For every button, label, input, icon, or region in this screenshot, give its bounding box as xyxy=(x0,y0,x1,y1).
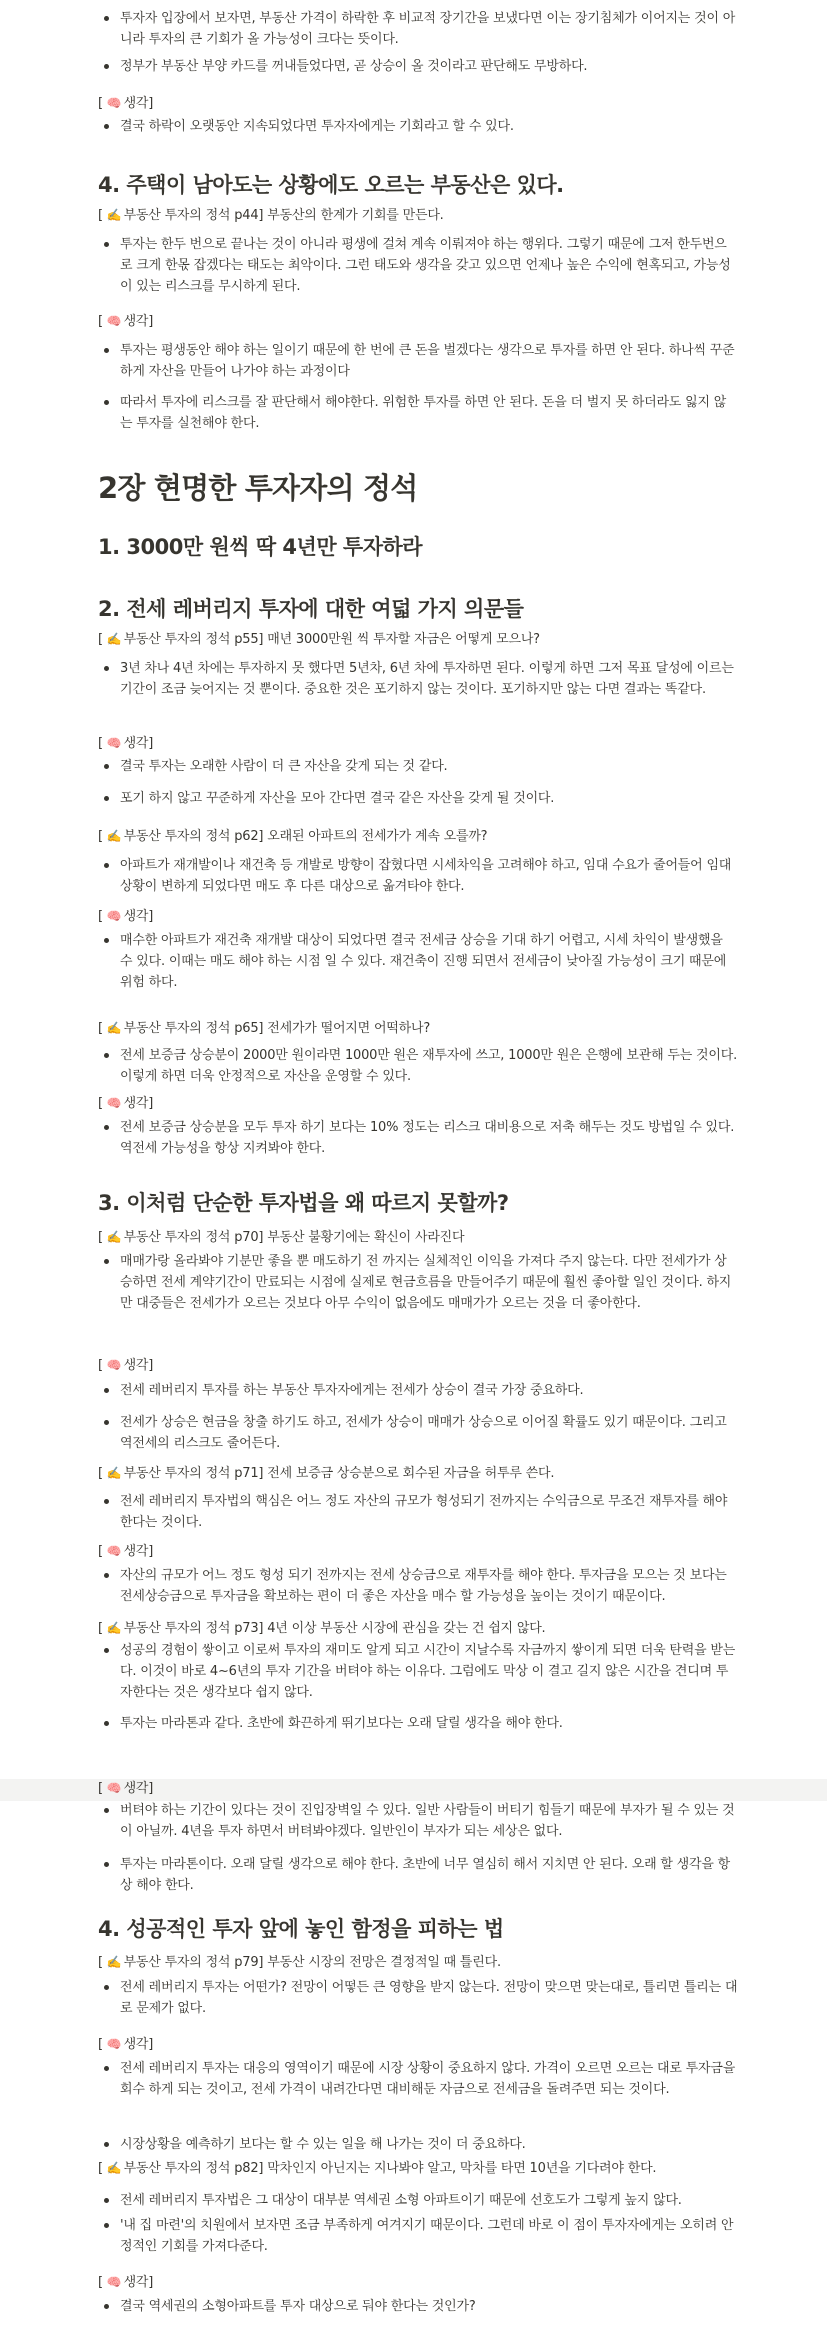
bullet-item: 3년 차나 4년 차에는 투자하지 못 했다면 5년차, 6년 차에 투자하면 된다. 이렇게 하면 그저 목표 달성에 이르는 기간이 조금 늦어지는 것 뿐이다. 중요한 것은 포기하지 않는 것이다. 포기하지만 않는 다면 결과는 똑같다. xyxy=(120,658,738,700)
brain-icon: 🧠 xyxy=(106,1781,122,1795)
bullet-item: 매매가랑 올라봐야 기분만 좋을 뿐 매도하기 전 까지는 실체적인 이익을 가져다 주지 않는다. 다만 전세가가 상승하면 전세 계약기간이 만료되는 시점에 실제로 현금흐름을 만들어주기 때문에 훨씬 좋아할 일인 것이다. 하지만 대중들은 전세가가 오르는 것보다 아무 수익이 없음에도 매매가가 오르는 것을 더 좋아한다. xyxy=(120,1251,738,1314)
bullet-item: 포기 하지 않고 꾸준하게 자산을 모아 간다면 결국 같은 자산을 갖게 될 것이다. xyxy=(120,788,738,809)
writing-hand-icon: ✍️ xyxy=(106,829,122,843)
callout-text: 생각] xyxy=(123,96,154,111)
writing-hand-icon: ✍️ xyxy=(106,2161,122,2175)
bullet-item: 시장상황을 예측하기 보다는 할 수 있는 일을 해 나가는 것이 더 중요하다. xyxy=(120,2134,738,2155)
callout-bracket: [ xyxy=(98,1230,107,1245)
callout-bracket: [ xyxy=(98,1021,107,1036)
brain-icon: 🧠 xyxy=(106,2037,122,2051)
callout-bracket: [ xyxy=(98,1466,107,1481)
bullet-item: 전세 레버리지 투자를 하는 부동산 투자자에게는 전세가 상승이 결국 가장 중요하다. xyxy=(120,1380,738,1401)
callout-line xyxy=(98,205,738,226)
callout-text: 부동산 투자의 정석 p44] 부동산의 한계가 기회를 만든다. xyxy=(123,208,444,223)
writing-hand-icon: ✍️ xyxy=(106,1955,122,1969)
callout-bracket: [ xyxy=(98,829,107,844)
callout-line xyxy=(98,93,738,114)
callout-line xyxy=(98,1227,738,1248)
callout-text: 생각] xyxy=(123,2037,154,2052)
callout-line xyxy=(98,1541,738,1562)
callout-text: 생각] xyxy=(123,2275,154,2290)
callout-bracket: [ xyxy=(98,314,107,329)
bullet-item: 투자는 마라톤이다. 오래 달릴 생각으로 해야 한다. 초반에 너무 열심히 해서 지치면 안 된다. 오래 할 생각을 항상 해야 한다. xyxy=(120,1854,738,1896)
brain-icon: 🧠 xyxy=(106,1544,122,1558)
section-heading: 2. 전세 레버리지 투자에 대한 여덟 가지 의문들 xyxy=(98,597,524,621)
brain-icon: 🧠 xyxy=(106,314,122,328)
callout-line xyxy=(98,1618,738,1639)
callout-line xyxy=(98,1355,738,1376)
callout-bracket: [ xyxy=(98,96,107,111)
brain-icon: 🧠 xyxy=(106,736,122,750)
writing-hand-icon: ✍️ xyxy=(106,1466,122,1480)
callout-line xyxy=(98,733,738,754)
callout-bracket: [ xyxy=(98,1358,107,1373)
callout-line xyxy=(98,629,738,650)
callout-line xyxy=(98,311,738,332)
callout-bracket: [ xyxy=(98,1955,107,1970)
callout-text: 부동산 투자의 정석 p79] 부동산 시장의 전망은 결정적일 때 틀린다. xyxy=(123,1955,501,1970)
callout-text: 부동산 투자의 정석 p73] 4년 이상 부동산 시장에 관심을 갖는 건 쉽지 않다. xyxy=(123,1621,546,1636)
callout-bracket: [ xyxy=(98,1096,107,1111)
bullet-item: 아파트가 재개발이나 재건축 등 개발로 방향이 잡혔다면 시세차익을 고려해야 하고, 임대 수요가 줄어들어 임대 상황이 변하게 되었다면 매도 후 다른 대상으로 옮겨타야 한다. xyxy=(120,855,738,897)
callout-line xyxy=(98,2034,738,2055)
callout-bracket: [ xyxy=(98,1621,107,1636)
callout-bracket: [ xyxy=(98,2275,107,2290)
brain-icon: 🧠 xyxy=(106,2275,122,2289)
bullet-item: 결국 투자는 오래한 사람이 더 큰 자산을 갖게 되는 것 같다. xyxy=(120,756,738,777)
callout-bracket: [ xyxy=(98,1781,107,1796)
chapter-heading: 2장 현명한 투자자의 정석 xyxy=(98,471,418,505)
bullet-item: 전세 레버리지 투자법은 그 대상이 대부분 역세권 소형 아파트이기 때문에 선호도가 그렇게 높지 않다. xyxy=(120,2190,738,2211)
brain-icon: 🧠 xyxy=(106,96,122,110)
callout-line xyxy=(98,1093,738,1114)
bullet-item: 투자는 평생동안 해야 하는 일이기 때문에 한 번에 큰 돈을 벌겠다는 생각으로 투자를 하면 안 된다. 하나씩 꾸준하게 자산을 만들어 나가야 하는 과정이다 xyxy=(120,340,738,382)
bullet-item: '내 집 마련'의 치원에서 보자면 조금 부족하게 여겨지기 때문이다. 그런데 바로 이 점이 투자자에게는 오히려 안정적인 기회를 가져다준다. xyxy=(120,2215,738,2257)
bullet-item: 자산의 규모가 어느 정도 형성 되기 전까지는 전세 상승금으로 재투자를 해야 한다. 투자금을 모으는 것 보다는 전세상승금으로 투자금을 확보하는 편이 더 좋은 자산을 매수 할 가능성을 높이는 것이기 때문이다. xyxy=(120,1565,738,1607)
callout-text: 부동산 투자의 정석 p82] 막차인지 아닌지는 지나봐야 알고, 막차를 타면 10년을 기다려야 한다. xyxy=(123,2161,657,2176)
bullet-item: 전세 레버리지 투자법의 핵심은 어느 정도 자산의 규모가 형성되기 전까지는 수익금으로 무조건 재투자를 해야 한다는 것이다. xyxy=(120,1491,738,1533)
section-heading: 3. 이처럼 단순한 투자법을 왜 따르지 못할까? xyxy=(98,1191,509,1215)
callout-bracket: [ xyxy=(98,1544,107,1559)
callout-bracket: [ xyxy=(98,208,107,223)
callout-text: 생각] xyxy=(123,1096,154,1111)
section-heading: 4. 주택이 남아도는 상황에도 오르는 부동산은 있다. xyxy=(98,173,564,197)
bullet-item: 전세 레버리지 투자는 어떤가? 전망이 어떻든 큰 영향을 받지 않는다. 전망이 맞으면 맞는대로, 틀리면 틀리는 대로 문제가 없다. xyxy=(120,1977,738,2019)
bullet-item: 결국 하락이 오랫동안 지속되었다면 투자자에게는 기회라고 할 수 있다. xyxy=(120,116,738,137)
bullet-item: 따라서 투자에 리스크를 잘 판단해서 해야한다. 위험한 투자를 하면 안 된다. 돈을 더 벌지 못 하더라도 잃지 않는 투자를 실천해야 한다. xyxy=(120,392,738,434)
callout-line xyxy=(98,2272,738,2293)
bullet-item: 투자자 입장에서 보자면, 부동산 가격이 하락한 후 비교적 장기간을 보냈다면 이는 장기침체가 이어지는 것이 아니라 투자의 큰 기회가 올 가능성이 크다는 뜻이다. xyxy=(120,8,738,50)
callout-text: 부동산 투자의 정석 p70] 부동산 불황기에는 확신이 사라진다 xyxy=(123,1230,465,1245)
callout-bracket: [ xyxy=(98,632,107,647)
bullet-item: 투자는 한두 번으로 끝나는 것이 아니라 평생에 걸쳐 계속 이뤄져야 하는 행위다. 그렇기 때문에 그저 한두번으로 크게 한몫 잡겠다는 태도는 최악이다. 그런 태도와 생각을 갖고 있으면 언제나 높은 수익에 현혹되고, 가능성이 있는 리스크를 무시하게 된다. xyxy=(120,234,738,297)
callout-line xyxy=(98,2158,738,2179)
callout-line xyxy=(98,1952,738,1973)
callout-bracket: [ xyxy=(98,2037,107,2052)
bullet-item: 투자는 마라톤과 같다. 초반에 화끈하게 뛰기보다는 오래 달릴 생각을 해야 한다. xyxy=(120,1713,738,1734)
brain-icon: 🧠 xyxy=(106,1358,122,1372)
bullet-item: 결국 역세권의 소형아파트를 투자 대상으로 둬야 한다는 것인가? xyxy=(120,2296,738,2317)
callout-bracket: [ xyxy=(98,2161,107,2176)
callout-text: 부동산 투자의 정석 p65] 전세가가 떨어지면 어떡하나? xyxy=(123,1021,431,1036)
callout-line xyxy=(98,906,738,927)
section-heading: 4. 성공적인 투자 앞에 놓인 함정을 피하는 법 xyxy=(98,1917,504,1941)
bullet-item: 전세 보증금 상승분이 2000만 원이라면 1000만 원은 재투자에 쓰고, 1000만 원은 은행에 보관해 두는 것이다. 이렇게 하면 더욱 안정적으로 자산을 운영할 수 있다. xyxy=(120,1045,738,1087)
bullet-item: 전세 레버리지 투자는 대응의 영역이기 때문에 시장 상황이 중요하지 않다. 가격이 오르면 오르는 대로 투자금을 회수 하게 되는 것이고, 전세 가격이 내려간다면 대비해둔 자금으로 전세금을 돌려주면 되는 것이다. xyxy=(120,2058,738,2100)
bullet-item: 정부가 부동산 부양 카드를 꺼내들었다면, 곧 상승이 올 것이라고 판단해도 무방하다. xyxy=(120,56,738,77)
callout-line xyxy=(98,1018,738,1039)
bullet-item: 매수한 아파트가 재건축 재개발 대상이 되었다면 결국 전세금 상승을 기대 하기 어렵고, 시세 차익이 발생했을 수 있다. 이때는 매도 해야 하는 시점 일 수 있다. 재건축이 진행 되면서 전세금이 낮아질 가능성이 크기 때문에 위험 하다. xyxy=(120,930,738,993)
section-heading: 1. 3000만 원씩 딱 4년만 투자하라 xyxy=(98,535,423,559)
callout-text: 생각] xyxy=(123,736,154,751)
callout-text: 생각] xyxy=(123,1544,154,1559)
callout-text: 생각] xyxy=(123,1781,154,1796)
callout-text: 부동산 투자의 정석 p71] 전세 보증금 상승분으로 회수된 자금을 허투루 쓴다. xyxy=(123,1466,555,1481)
bullet-item: 성공의 경험이 쌓이고 이로써 투자의 재미도 알게 되고 시간이 지날수록 자금까지 쌓이게 되면 더욱 탄력을 받는다. 이것이 바로 4~6년의 투자 기간을 버텨야 하는 이유다. 그럼에도 막상 이 결고 길지 않은 시간을 견디며 투자한다는 것은 생각보다 쉽지 않다. xyxy=(120,1640,738,1703)
writing-hand-icon: ✍️ xyxy=(106,1621,122,1635)
bullet-item: 버텨야 하는 기간이 있다는 것이 진입장벽일 수 있다. 일반 사람들이 버티기 힘들기 때문에 부자가 될 수 있는 것이 아닐까. 4년을 투자 하면서 버텨봐야겠다. 일반인이 부자가 되는 세상은 없다. xyxy=(120,1800,738,1842)
callout-line xyxy=(98,1778,738,1799)
callout-bracket: [ xyxy=(98,909,107,924)
callout-line xyxy=(98,1463,738,1484)
callout-text: 생각] xyxy=(123,314,154,329)
callout-bracket: [ xyxy=(98,736,107,751)
callout-text: 부동산 투자의 정석 p55] 매년 3000만원 씩 투자할 자금은 어떻게 모으나? xyxy=(123,632,540,647)
callout-text: 부동산 투자의 정석 p62] 오래된 아파트의 전세가가 계속 오를까? xyxy=(123,829,488,844)
callout-text: 생각] xyxy=(123,909,154,924)
bullet-item: 전세 보증금 상승분을 모두 투자 하기 보다는 10% 정도는 리스크 대비용으로 저축 해두는 것도 방법일 수 있다. 역전세 가능성을 항상 지켜봐야 한다. xyxy=(120,1117,738,1159)
bullet-item: 전세가 상승은 현금을 창출 하기도 하고, 전세가 상승이 매매가 상승으로 이어질 확률도 있기 때문이다. 그리고 역전세의 리스크도 줄어든다. xyxy=(120,1412,738,1454)
callout-line xyxy=(98,826,738,847)
callout-text: 생각] xyxy=(123,1358,154,1373)
writing-hand-icon: ✍️ xyxy=(106,208,122,222)
writing-hand-icon: ✍️ xyxy=(106,1021,122,1035)
brain-icon: 🧠 xyxy=(106,909,122,923)
writing-hand-icon: ✍️ xyxy=(106,1230,122,1244)
brain-icon: 🧠 xyxy=(106,1096,122,1110)
writing-hand-icon: ✍️ xyxy=(106,632,122,646)
